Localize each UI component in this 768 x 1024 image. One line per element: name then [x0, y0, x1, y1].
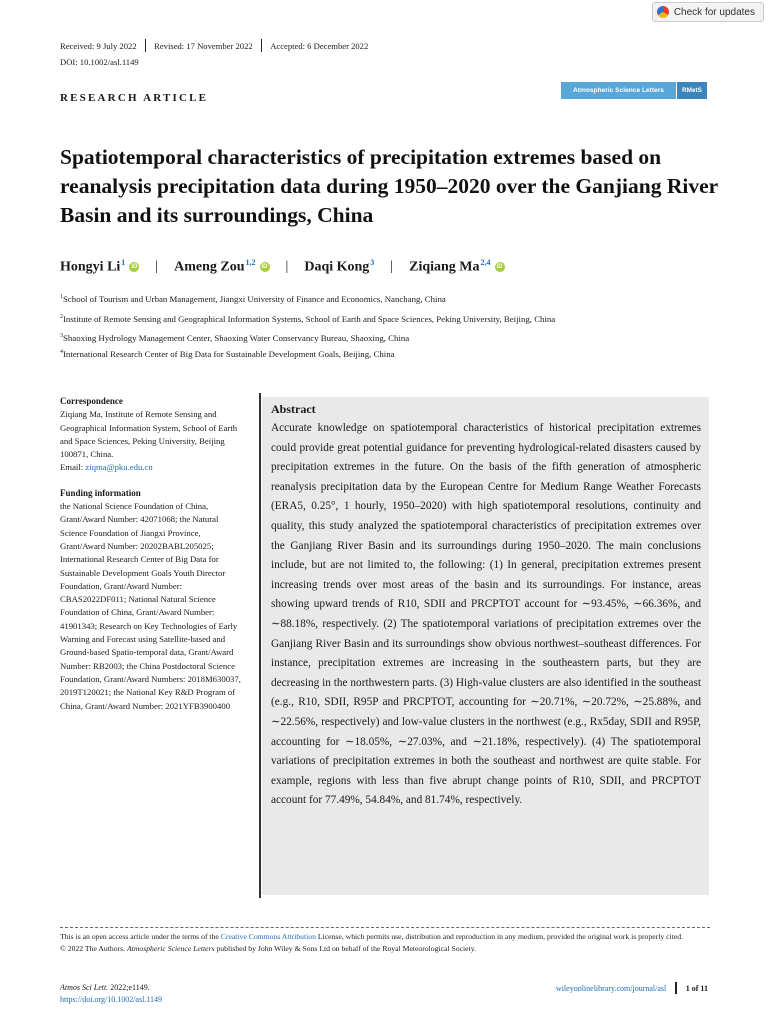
author-ameng-zou[interactable]: Ameng Zou$^{1,2}$	[174, 258, 256, 275]
update-icon	[657, 6, 669, 18]
page-footer-right	[556, 982, 708, 994]
rmets-logo: RMetS	[676, 82, 707, 99]
affiliation-4: $^4$International Research Center of Big Data for Sustainable Development Goals, Beijing, China	[60, 349, 395, 359]
email-link[interactable]: ziqma@pku.edu.cn	[85, 462, 153, 473]
license-notice: This is an open access article under the terms of the Creative Commons Attribution License, which permits use, distribution and reproduction in any medium, provided the original work is properly cited. © 2022 The Authors. Atmospheric Science Letters published by John Wiley & Sons Ltd on behalf of the Royal Meteorological Society.	[60, 932, 683, 953]
journal-site-link[interactable]: wileyonlinelibrary.com/journal/asl	[555, 983, 667, 993]
correspondence-heading: Correspondence	[60, 396, 123, 406]
doi-header: DOI: 10.1002/asl.1149	[60, 57, 139, 67]
sidebar-info	[60, 395, 246, 713]
check-for-updates-button[interactable]	[652, 2, 764, 22]
orcid-icon[interactable]: iD	[261, 263, 268, 270]
cc-license-link[interactable]: Creative Commons Attribution	[220, 932, 316, 941]
page-number: 1 of 11	[685, 983, 708, 993]
article-type: RESEARCH ARTICLE	[60, 92, 209, 104]
correspondence-text: Ziqiang Ma, Institute of Remote Sensing and Geographical Information System, School of Earth and Space Sciences, Peking University, Beijing 100871, China. Email: ziqma@pku.edu.cn	[60, 409, 238, 473]
journal-badge[interactable]	[561, 82, 707, 99]
orcid-icon[interactable]: iD	[131, 263, 138, 270]
column-divider	[259, 393, 261, 898]
author-separator: |	[155, 258, 159, 274]
author-separator: |	[390, 258, 394, 274]
received-date: Received: 9 July 2022	[60, 40, 137, 51]
article-title: Spatiotemporal characteristics of precipitation extremes based on reanalysis precipitation data during 1950–2020 over the Ganjiang River Basin and its surroundings, China	[60, 145, 718, 227]
revised-date: Revised: 17 November 2022	[154, 40, 253, 51]
funding-text: the National Science Foundation of China, Grant/Award Number: 42071068; the Natural Science Foundation of Jiangxi Province, Grant/Award Number: 20202BABL205025; International Research Center of Big Data for Sustainable Development Goals Youth Director Foundation, Grant/Award Number: CBAS2022DF011; National Natural Science Foundation of China, Grant/Award Number: 41901343; Research on Key Technologies of Early Warning and Forecast using Satellite-based and Ground-based Spatio-temporal data, Grant/Award Number: RB2003; the China Postdoctoral Science Foundation, Grant/Award Numbers: 2018M630037, 2019T120021; the National Key R&D Program of China, Grant/Award Number: 2021YFB3900400	[60, 501, 241, 711]
author-separator: |	[285, 258, 289, 274]
divider	[145, 39, 147, 52]
divider	[261, 39, 263, 52]
funding-heading: Funding information	[60, 487, 141, 498]
affiliation-1: $^1$School of Tourism and Urban Management, Jiangxi University of Finance and Economics, Nanchang, China	[60, 294, 446, 304]
affiliation-3: $^3$Shaoxing Hydrology Management Center, Shaoxing Water Conservancy Bureau, Shaoxing, China	[60, 333, 410, 343]
affiliation-2: $^2$Institute of Remote Sensing and Geographical Information Systems, School of Earth and Space Sciences, Peking University, Beijing, China	[60, 314, 556, 324]
author-daqi-kong[interactable]: Daqi Kong$^3$	[304, 258, 375, 275]
doi-link[interactable]: https://doi.org/10.1002/asl.1149	[60, 995, 163, 1004]
footer-divider	[60, 927, 710, 928]
author-ziqiang-ma[interactable]: Ziqiang Ma$^{2,4}$	[409, 258, 491, 275]
accepted-date: Accepted: 6 December 2022	[270, 40, 369, 51]
abstract-heading: Abstract	[271, 402, 316, 416]
author-list	[60, 258, 505, 276]
article-dates	[60, 39, 368, 52]
abstract-text: Accurate knowledge on spatiotemporal characteristics of historical precipitation extremes could provide great potential guidance for preventing hydrological-related disasters caused by precipitation extremes in the future. On the basis of the fifth generation of atmospheric reanalysis precipitation data by the European Centre for Medium Range Weather Forecasts (ERA5, 0.25°, 1 hourly, 1950–2020) with high spatiotemporal resolutions, continuity and quality, this study analyzed the spatiotemporal characteristics of precipitation extremes over the Ganjiang River Basin and its surroundings during 1950–2020. The main conclusions include, but are not limited to, the following: (1) In general, precipitation extremes present increasing trends over most areas of the basin and its surroundings. For instance, areas showing upward trends of R10, SDII and PRCPTOT account for ∼93.45%, ∼66.36%, and ∼88.18%, respectively. (2) The spatiotemporal variations of precipitation extremes over the Ganjiang River Basin and its surroundings show obvious northwest–southeast differences. For instance, precipitation extremes are increasing in the southeastern parts, but they are decreasing in the northwestern parts. (3) High-value clusters are also identified in the southeast (e.g., R10, SDII, R95P and PRCPTOT, accounting for ∼20.71%, ∼20.72%, ∼25.88%, and ∼22.56%, respectively) and low-value clusters in the northwest (e.g., Rx5day, SDII and R95P, accounting for ∼18.05%, ∼27.03%, and ∼21.18%, respectively). (4) The spatiotemporal variations of precipitation extremes in both the southeast and northwest are quite stable. For example, regions with less than five abrupt change points of R10, SDII, and PRCPTOT account for 77.49%, 54.84%, and 81.74%, respectively.	[271, 422, 701, 807]
journal-badge-name: Atmospheric Science Letters	[561, 82, 676, 99]
citation: Atmos Sci Lett. 2022;e1149. https://doi.org/10.1002/asl.1149	[60, 983, 163, 1004]
orcid-icon[interactable]: iD	[496, 263, 503, 270]
check-for-updates-label: Check for updates	[673, 6, 755, 18]
divider	[675, 982, 677, 994]
author-hongyi-li[interactable]: Hongyi Li$^1$	[60, 258, 126, 275]
